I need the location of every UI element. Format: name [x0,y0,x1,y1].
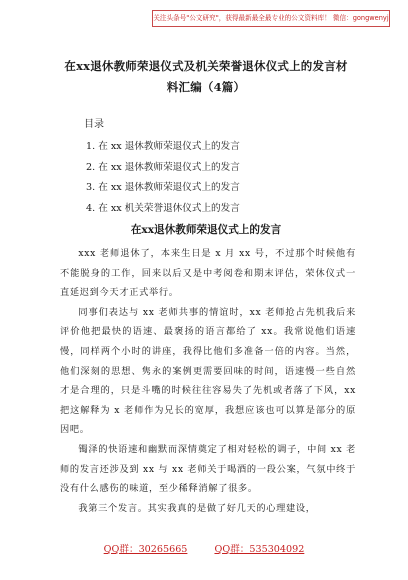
table-of-contents [86,137,240,219]
body-paragraph: 镯泽的快语速和幽默而深情奠定了相对轻松的调子，中间 xx 老师的发言还涉及到 xx 与 xx 老师关于喝酒的一段公案，气氛中终于没有什么感伤的味道，至少稀释消解了很多。 [60,443,356,495]
body-paragraph: 我第三个发言。其实我真的是做了好几天的心理建设， [78,502,316,514]
promo-banner [152,10,390,27]
body-paragraph: xxx 老师退休了，本来生日是 x 月 xx 号，不过那个时候他有不能脱身的工作，回来以后又是中考阅卷和期末评估，荣休仪式一直延迟到今天才正式举行。 [60,248,356,299]
document-title: 在xx退休教师荣退仪式及机关荣誉退休仪式上的发言材料汇编（4篇） [64,59,348,94]
footer [0,541,408,555]
toc-item: 2. 在 xx 退休教师荣退仪式上的发言 [86,161,240,173]
toc-item: 3. 在 xx 退休教师荣退仪式上的发言 [86,182,240,193]
body-paragraph: 同事们表达与 xx 老师共事的情谊时，xx 老师抢占先机我后来评价他把最快的语速、最褒扬的语言都给了 xx。我常说他们语速慢，同样两个小时的讲座，我得比他们多准备一倍的内容。当然，他们深刻的思想、隽永的案例更需要回味的时间，语速慢一些自然才是合理的，只是斗嘴的时候往往容易失了先机或者落了下风，xx 把这解释为 x 老师作为兄长的宽厚，我想应该也可以算是部分的原因吧。 [60,306,356,436]
toc-heading: 目录 [84,119,104,130]
qq-group-link[interactable]: QQ群：30265665 [103,544,188,555]
qq-group-link[interactable]: QQ群：535304092 [214,544,305,555]
toc-item: 4. 在 xx 机关荣誉退休仪式上的发言 [86,202,240,214]
toc-item: 1. 在 xx 退休教师荣退仪式上的发言 [86,141,240,152]
section-title: 在xx退休教师荣退仪式上的发言 [130,224,282,236]
promo-banner-text: 关注头条号"公文研究"，获得最新最全最专业的公文资料库！ 微信：gongwenyj [153,14,389,22]
section-body [60,244,356,518]
